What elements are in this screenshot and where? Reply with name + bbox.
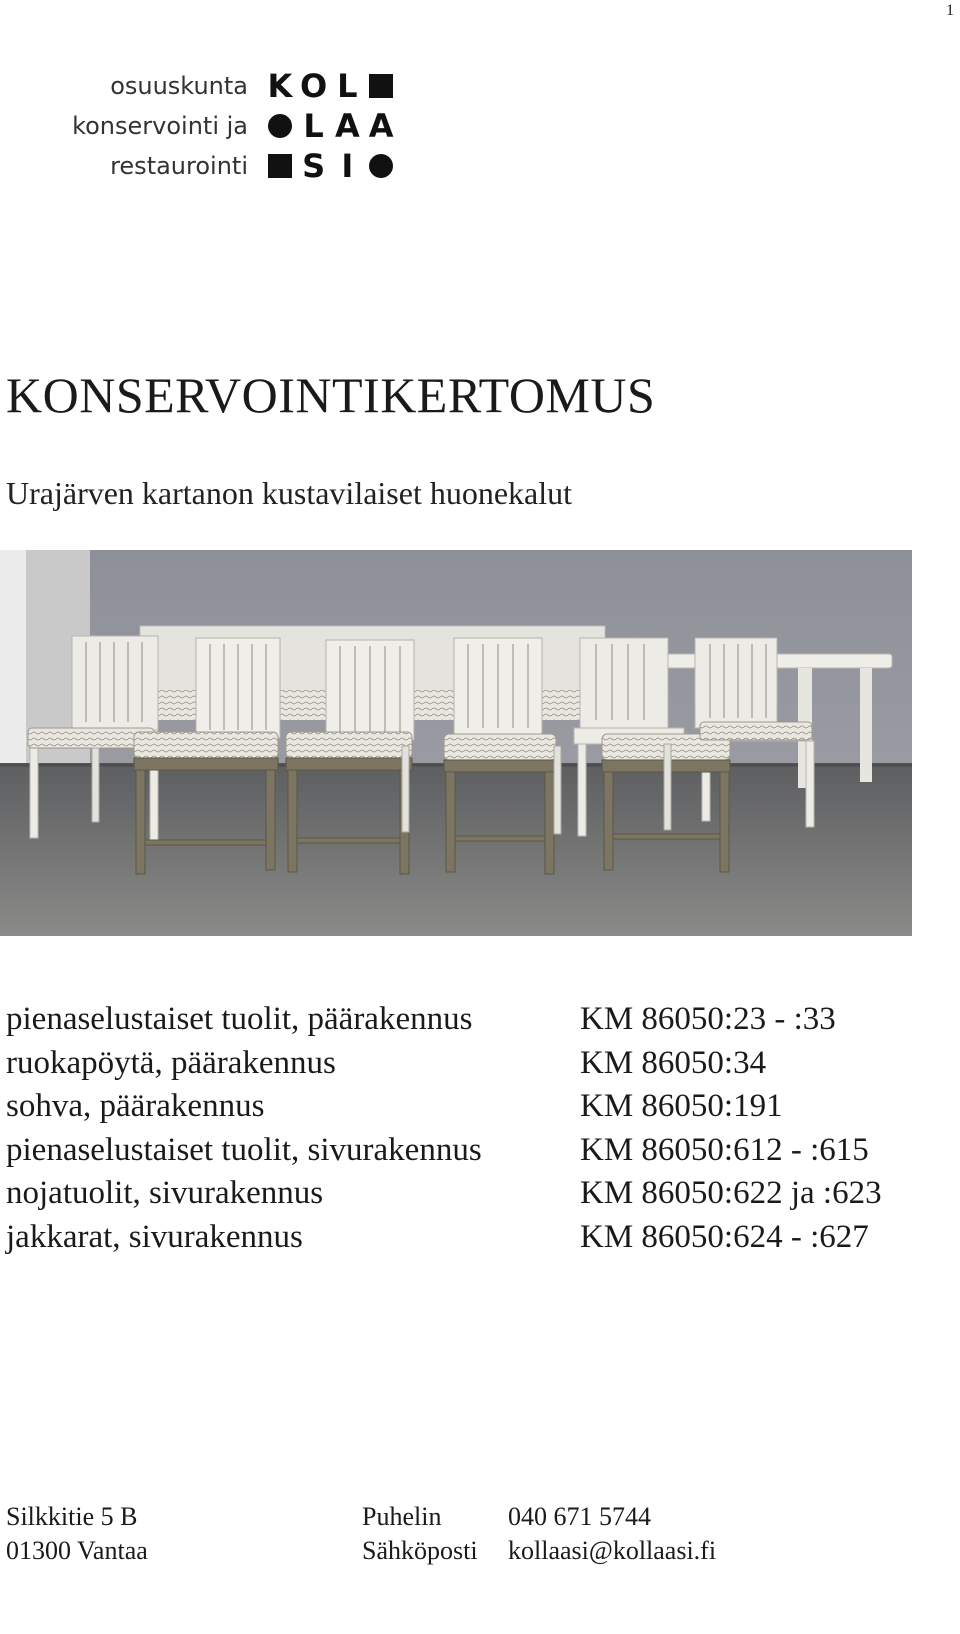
document-subtitle: Urajärven kartanon kustavilaiset huonekalut <box>6 475 573 511</box>
list-item <box>6 998 946 1042</box>
item-name: pienaselustaiset tuolit, sivurakennus <box>6 1131 482 1168</box>
logo-cell: L <box>303 107 324 145</box>
logo-cell: A <box>368 107 394 145</box>
logo <box>18 66 398 186</box>
item-code: KM 86050:34 <box>580 1044 767 1081</box>
logo-cell: K <box>267 67 293 105</box>
item-name: jakkarat, sivurakennus <box>6 1218 303 1255</box>
document-title: KONSERVOINTIKERTOMUS <box>6 367 656 423</box>
footer-street: Silkkitie 5 B <box>6 1502 138 1531</box>
logo-text-line-3: restaurointi <box>110 152 248 180</box>
item-name: pienaselustaiset tuolit, päärakennus <box>6 1001 473 1038</box>
logo-dot-icon <box>364 146 398 186</box>
item-code: KM 86050:622 ja :623 <box>580 1175 882 1212</box>
furniture-photo <box>0 550 912 936</box>
logo-square-icon <box>263 146 297 186</box>
logo-cell: I <box>341 147 354 185</box>
furniture-photo-illustration <box>0 550 912 936</box>
footer-postal: 01300 Vantaa <box>6 1536 148 1565</box>
item-code: KM 86050:23 - :33 <box>580 1001 836 1038</box>
footer-row-2 <box>6 1534 946 1568</box>
item-code: KM 86050:624 - :627 <box>580 1218 869 1255</box>
logo-square-icon <box>364 66 398 106</box>
logo-row-3 <box>263 146 398 186</box>
footer-contact <box>6 1500 946 1568</box>
logo-letter-grid <box>263 66 398 186</box>
phone-label: Puhelin <box>362 1502 442 1531</box>
item-name: sohva, päärakennus <box>6 1088 265 1125</box>
item-code: KM 86050:191 <box>580 1088 783 1125</box>
phone-number[interactable]: 040 671 5744 <box>508 1502 651 1531</box>
item-code: KM 86050:612 - :615 <box>580 1131 869 1168</box>
logo-text <box>72 66 248 186</box>
object-list <box>6 998 946 1259</box>
logo-cell: S <box>302 147 326 185</box>
logo-row-1 <box>263 66 398 106</box>
list-item <box>6 1129 946 1173</box>
list-item <box>6 1042 946 1086</box>
item-name: nojatuolit, sivurakennus <box>6 1175 324 1212</box>
logo-cell: O <box>300 67 328 105</box>
list-item <box>6 1216 946 1260</box>
item-name: ruokapöytä, päärakennus <box>6 1044 336 1081</box>
logo-cell: L <box>337 67 358 105</box>
logo-text-line-1: osuuskunta <box>110 72 248 100</box>
email-link[interactable]: kollaasi@kollaasi.fi <box>508 1536 717 1565</box>
page-number: 1 <box>946 2 954 19</box>
email-label: Sähköposti <box>362 1536 478 1565</box>
logo-text-line-2: konservointi ja <box>72 112 248 140</box>
list-item <box>6 1085 946 1129</box>
logo-row-2 <box>263 106 398 146</box>
footer-row-1 <box>6 1500 946 1534</box>
list-item <box>6 1172 946 1216</box>
logo-cell: A <box>334 107 360 145</box>
logo-dot-icon <box>263 106 297 146</box>
